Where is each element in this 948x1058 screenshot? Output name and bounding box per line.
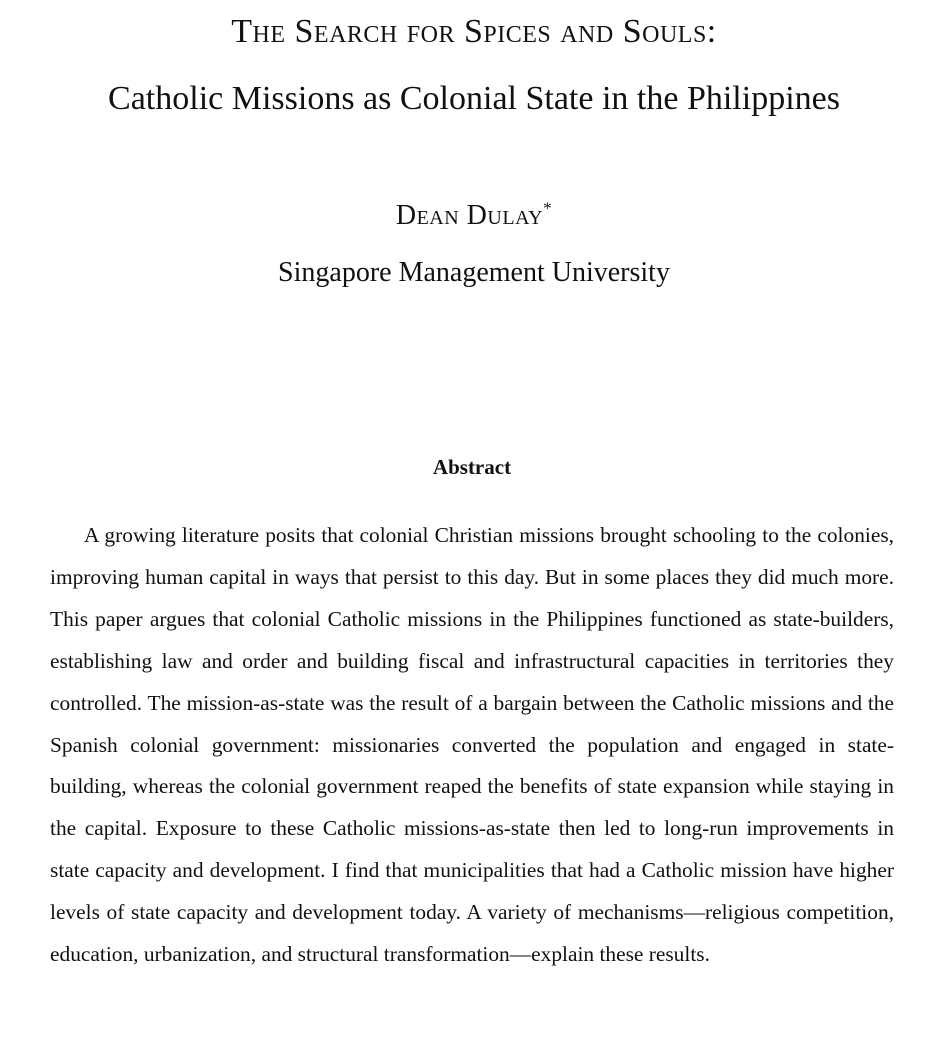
abstract-heading: Abstract — [432, 455, 512, 479]
author-footnote-mark[interactable]: * — [543, 198, 553, 218]
paper-title-line-2: Catholic Missions as Colonial State in the Philippines — [108, 80, 840, 117]
paper-title-line-1: The Search for Spices and Souls: — [231, 13, 717, 50]
abstract-body: A growing literature posits that colonial Christian missions brought schooling to the colonies, improving human capital in ways that persist to this day. But in some places they did much more. This paper argues that colonial Catholic missions in the Philippines functioned as state-builders, establishing law and order and building fiscal and infrastructural capacities in territories they controlled. The mission-as-state was the result of a bargain between the Catholic missions and the Spanish colonial government: missionaries converted the population and engaged in state-building, whereas the colonial government reaped the benefits of state expansion while staying in the capital. Exposure to these Catholic missions-as-state then led to long-run improvements in state capacity and development. I find that municipalities that had a Catholic mission have higher levels of state capacity and development today. A variety of mechanisms—religious competition, education, urbanization, and structural transformation—explain these results. — [50, 523, 894, 967]
author-name-block — [0, 196, 948, 236]
author-name: Dean Dulay — [395, 200, 544, 231]
author-affiliation: Singapore Management University — [278, 257, 670, 288]
